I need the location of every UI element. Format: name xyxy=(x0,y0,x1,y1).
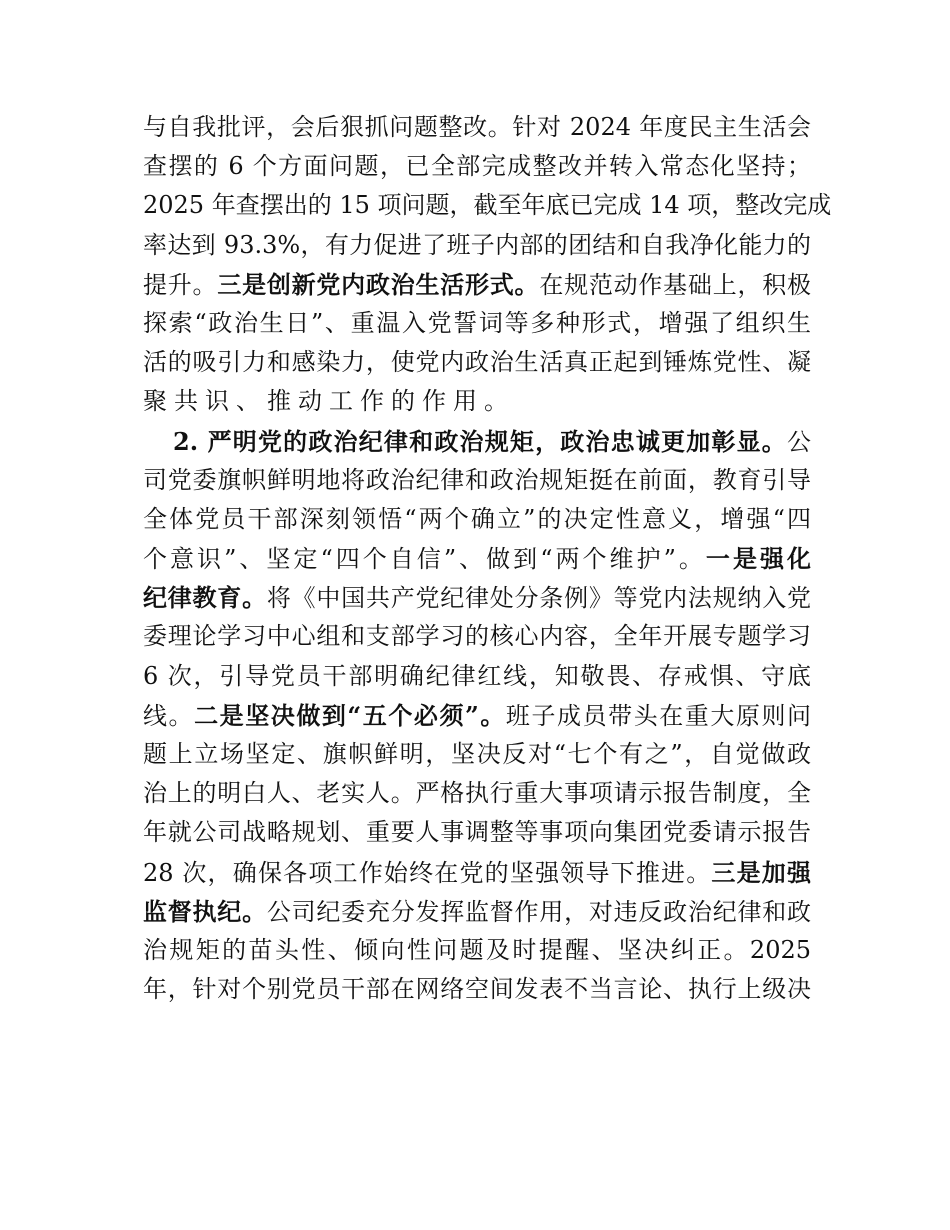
bold-text: 一是强化 xyxy=(705,544,811,574)
text-line xyxy=(143,539,811,578)
text-line xyxy=(143,853,811,892)
text-line xyxy=(143,892,811,931)
body-text: 聚共识、推动工作的作用。 xyxy=(143,387,515,416)
body-text: 率达到 93.3%，有力促进了班子内部的团结和自我净化能力的 xyxy=(143,230,811,259)
body-text: 在规范动作基础上，积极 xyxy=(539,270,812,299)
body-text: 与自我批评，会后狠抓问题整改。针对 2024 年度民主生活会 xyxy=(143,113,811,141)
body-text: 6 次，引导党员干部明确纪律红线，知敬畏、存戒惧、守底 xyxy=(143,661,811,690)
bold-text: 监督执纪。 xyxy=(143,896,267,926)
text-line xyxy=(143,500,811,539)
text-line xyxy=(143,265,811,304)
text-line xyxy=(143,186,832,225)
text-line xyxy=(143,147,811,186)
paragraph xyxy=(143,108,832,422)
text-line xyxy=(143,774,811,813)
text-line xyxy=(143,735,811,774)
bold-text: 纪律教育。 xyxy=(143,583,267,613)
text-line xyxy=(143,617,811,656)
body-text: 探索“政治生日”、重温入党誓词等多种形式，增强了组织生 xyxy=(143,308,811,337)
text-line xyxy=(143,813,811,852)
paragraph xyxy=(143,422,811,1010)
text-line xyxy=(143,304,811,343)
body-text: 线。 xyxy=(143,701,195,730)
body-text: 年，针对个别党员干部在网络空间发表不当言论、执行上级决 xyxy=(143,975,811,1004)
body-text: 个意识”、坚定“四个自信”、做到“两个维护”。 xyxy=(143,545,706,574)
text-line xyxy=(143,931,811,970)
text-line xyxy=(143,970,811,1009)
text-line xyxy=(143,578,811,617)
body-text: 治上的明白人、老实人。严格执行重大事项请示报告制度，全 xyxy=(143,779,811,808)
body-text: 委理论学习中心组和支部学习的核心内容，全年开展专题学习 xyxy=(143,622,811,651)
text-line xyxy=(143,461,811,500)
body-text: 公司纪委充分发挥监督作用，对违反政治纪律和政 xyxy=(266,897,812,926)
body-text: 年就公司战略规划、重要人事调整等事项向集团党委请示报告 xyxy=(143,818,811,847)
bold-text: 二是坚决做到“五个必须”。 xyxy=(194,700,506,730)
body-text: 题上立场坚定、旗帜鲜明，坚决反对“七个有之”，自觉做政 xyxy=(143,740,811,768)
body-text: 活的吸引力和感染力，使党内政治生活真正起到锤炼党性、凝 xyxy=(143,348,811,377)
body-text: 全体党员干部深刻领悟“两个确立”的决定性意义，增强“四 xyxy=(143,504,811,533)
document-body xyxy=(143,108,832,1009)
body-text: 司党委旗帜鲜明地将政治纪律和政治规矩挺在前面，教育引导 xyxy=(143,465,811,494)
body-text: 28 次，确保各项工作始终在党的坚强领导下推进。 xyxy=(143,858,712,887)
body-text: 提升。 xyxy=(143,270,218,299)
text-line xyxy=(143,382,811,421)
body-text: 查摆的 6 个方面问题，已全部完成整改并转入常态化坚持； xyxy=(143,152,811,181)
body-text: 将《中国共产党纪律处分条例》等党内法规纳入党 xyxy=(266,584,812,613)
bold-text: 三是加强 xyxy=(711,857,812,887)
body-text: 2025 年查摆出的 15 项问题，截至年底已完成 14 项，整改完成 xyxy=(143,191,832,220)
body-text: 公 xyxy=(787,427,811,456)
bold-text: 2. 严明党的政治纪律和政治规矩，政治忠诚更加彰显。 xyxy=(173,426,787,456)
body-text: 治规矩的苗头性、倾向性问题及时提醒、坚决纠正。2025 xyxy=(143,935,811,964)
body-text: 班子成员带头在重大原则问 xyxy=(505,701,812,730)
text-line xyxy=(143,343,811,382)
text-line xyxy=(143,422,811,461)
text-line xyxy=(143,696,811,735)
text-line xyxy=(143,226,811,265)
text-line xyxy=(143,108,811,147)
bold-text: 三是创新党内政治生活形式。 xyxy=(217,269,540,299)
text-line xyxy=(143,657,811,696)
